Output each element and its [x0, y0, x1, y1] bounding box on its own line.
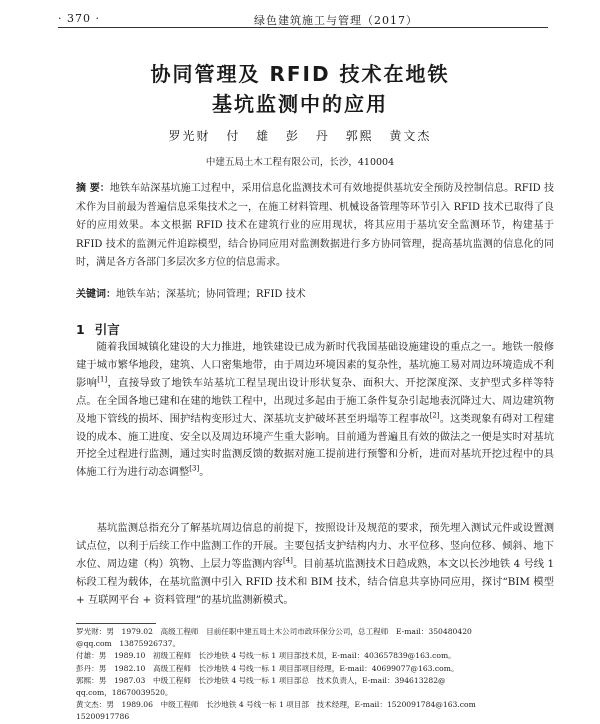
keywords — [76, 286, 554, 304]
para1-part-3: 。这类现象有碍对工程建设的成本、施工进度、安全以及周边环境产生重大影响。目前通为普遍且有效的做法之一便是实时对基坑开挖全过程进行监测，通过实时监测反馈的数据对施工提前进行预警和分析，进而对基坑开挖过程中的具体施工行为进行动态调整 — [76, 412, 555, 479]
paper-title-line-2: 基坑监测中的应用 — [212, 92, 388, 116]
section-heading — [76, 320, 120, 338]
section-number: 1 — [76, 322, 85, 337]
header-rule — [58, 27, 548, 28]
keywords-text: 地铁车站；深基坑；协同管理；RFID 技术 — [116, 289, 306, 300]
footnote-line: 15200917786 — [76, 712, 130, 722]
citation: [1] — [97, 375, 108, 384]
author-list: 罗光财 付 雄 彭 丹 郭熙 黄文杰 — [168, 129, 432, 143]
para2-part-2: 。目前基坑监测技术日趋成熟，本文以长沙地铁 4 号线 1 标段工程为载体，在基坑监测中引入 RFID 技术和 BIM 技术，结合信息共享协同应用，探讨“BIM 模型 + 互联网平台 + 资料管理”的基坑监测新模式。 — [76, 557, 555, 606]
abstract-label: 摘 要： — [76, 183, 110, 194]
footnote-line: 彭丹：男 1982.10 高级工程师 长沙地铁 4 号线一标 1 项目部项目经理，E-mail：40699077@163.com。 — [76, 663, 459, 673]
author-footnotes — [76, 626, 554, 724]
page-number: · 370 · — [58, 12, 100, 25]
body-paragraph-2 — [76, 520, 554, 610]
citation: [3] — [189, 464, 200, 473]
footnote-line: 郭熙：男 1987.03 中级工程师 长沙地铁 4 号线一标 1 项目部总 技术负责人，E-mail：394613282@ — [76, 675, 446, 685]
citation: [4] — [282, 556, 293, 565]
footnote-line: 黄文杰：男 1989.06 中级工程师 长沙地铁 4 号线一标 1 项目部 技术经理，E-mail：1520091784@163.com — [76, 700, 476, 710]
para1-part-2: ，直接导致了地铁车站基坑工程呈现出设计形状复杂、面积大、开挖深度深、支护型式多样等特点。在全国各地已建和在建的地铁工程中，出现过多起由于施工条件复杂引起地表沉降过大、周边建筑物及地下管线的损坏、围护结构变形过大、深基坑支护破坏甚至坍塌等工程事故 — [76, 376, 555, 425]
journal-name: 绿色建筑施工与管理（2017） — [254, 14, 418, 27]
body-paragraph-1 — [76, 339, 554, 482]
affiliation: 中建五局土木工程有限公司，长沙，410004 — [205, 157, 395, 168]
abstract — [76, 180, 554, 273]
keywords-label: 关键词： — [76, 289, 116, 300]
para1-part-1: 随着我国城镇化建设的大力推进，地铁建设已成为新时代我国基础设施建设的重点之一。地铁一般修建于城市繁华地段，建筑、人口密集地带，由于周边环境因素的复杂性，基坑施工易对周边环境造成不利影响 — [76, 341, 554, 389]
paper-title-line-1: 协同管理及 RFID 技术在地铁 — [150, 62, 450, 86]
footnote-line: qq.com，18670039520。 — [76, 688, 173, 698]
footnote-line: 付雄：男 1989.10 初级工程师 长沙地铁 4 号线一标 1 项目部技术员，E-mail：403657839@163.com。 — [76, 651, 456, 661]
footnote-rule — [76, 623, 156, 624]
citation: [2] — [429, 411, 440, 420]
footnote-line: 罗光财：男 1979.02 高级工程师 目前任职中建五局土木公司市政环保分公司，总工程师 E-mail：350480420 — [76, 627, 472, 636]
section-title: 引言 — [94, 322, 120, 337]
abstract-text: 地铁车站深基坑施工过程中，采用信息化监测技术可有效地提供基坑安全预防及控制信息。RFID 技术作为目前最为普遍信息采集技术之一，在施工材料管理、机械设备管理等环节引入 RFID 技术已取得了良好的应用效果。本文根据 RFID 技术在建筑行业的应用现状，将其应用于基坑安全监测环节，构建基于 RFID 技术的监测元件追踪模型，结合协同应用对监测数据进行多方协同管理，提高基坑监测的信息化的同时，满足各方各部门多层次多方位的信息需求。 — [76, 183, 554, 268]
para2-part-1: 基坑监测总指充分了解基坑周边信息的前提下，按照设计及规范的要求，预先埋入测试元件或设置测试点位，以利于后续工作中监测工作的开展。主要包括支护结构内力、水平位移、竖向位移、倾斜、地下水位、周边建（构）筑物、上层力等监测内容 — [76, 522, 554, 570]
para1-part-4: 。 — [199, 466, 210, 479]
footnote-line: @qq.com 13875926737。 — [76, 639, 181, 649]
